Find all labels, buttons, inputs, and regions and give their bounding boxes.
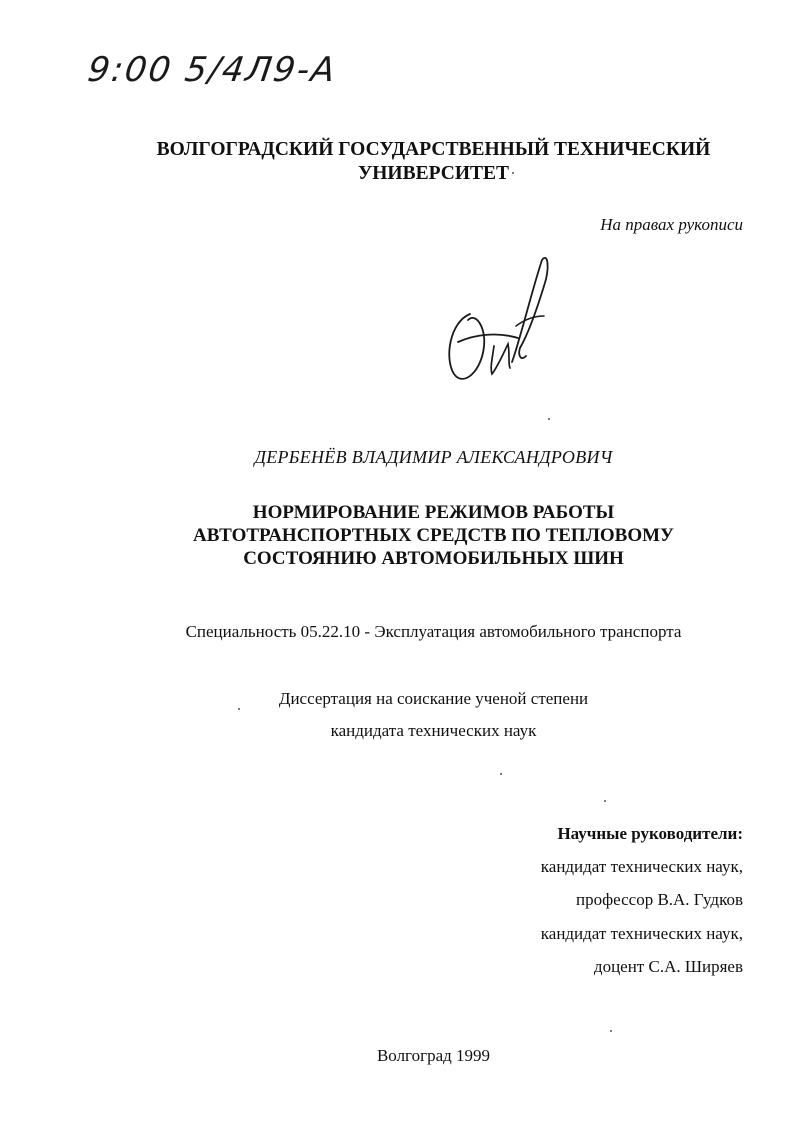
scan-speck: [604, 800, 606, 802]
place-and-year: Волгоград 1999: [376, 1046, 491, 1065]
supervisor1-name: профессор В.А. Гудков: [576, 890, 743, 909]
dissertation-title-line1: НОРМИРОВАНИЕ РЕЖИМОВ РАБОТЫ: [252, 502, 615, 523]
supervisor2-degree: кандидат технических наук,: [540, 924, 743, 943]
university-name-line1: ВОЛГОГРАДСКИЙ ГОСУДАРСТВЕННЫЙ ТЕХНИЧЕСКИЙ: [156, 139, 711, 160]
specialty-line: Специальность 05.22.10 - Эксплуатация автомобильного транспорта: [185, 622, 682, 641]
scan-speck: [512, 172, 514, 174]
supervisor1-degree: кандидат технических наук,: [540, 857, 743, 876]
supervisors-heading: [443, 824, 743, 844]
scan-speck: [238, 708, 240, 710]
dissertation-title-line3: СОСТОЯНИЮ АВТОМОБИЛЬНЫХ ШИН: [243, 548, 624, 569]
degree-line2: кандидата технических наук: [330, 721, 537, 740]
author-name: ДЕРБЕНЁВ ВЛАДИМИР АЛЕКСАНДРОВИЧ: [254, 447, 613, 467]
degree-line1: Диссертация на соискание ученой степени: [278, 689, 589, 708]
handwritten-signature: [436, 250, 556, 390]
manuscript-rights-note: На правах рукописи: [600, 215, 743, 234]
archive-stamp: 9:00 5/4Л9-А: [85, 50, 340, 90]
dissertation-title-line2: АВТОТРАНСПОРТНЫХ СРЕДСТВ ПО ТЕПЛОВОМУ: [193, 525, 674, 546]
university-name-line2: УНИВЕРСИТЕТ: [357, 163, 510, 184]
supervisor2-name: доцент С.А. Ширяев: [593, 957, 743, 976]
supervisors-heading-text: Научные руководители:: [557, 824, 743, 843]
scan-speck: [548, 418, 550, 420]
scan-speck: [610, 1030, 612, 1032]
scan-speck: [500, 773, 502, 775]
